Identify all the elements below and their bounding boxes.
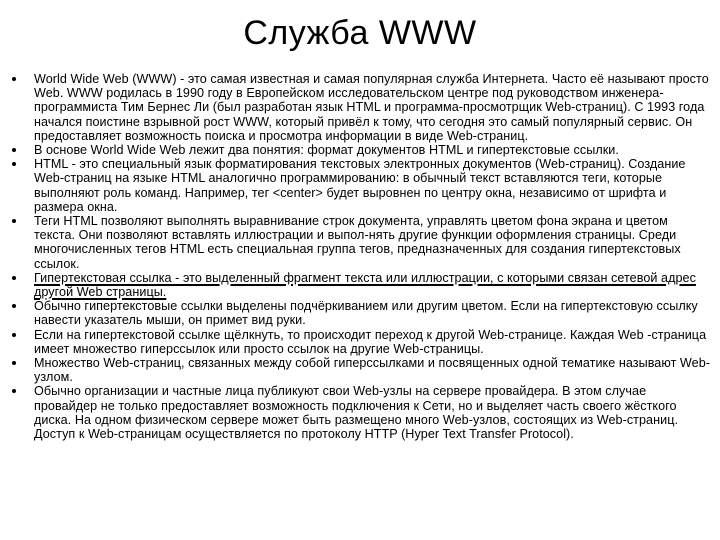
paragraph-text: World Wide Web (WWW) - это самая известная и самая популярная служба Интернета. Часто её называют просто Web. WWW родилась в 1990 году в Европейском исследовательском центре под руководством инженера-программиста Тим Бернес Ли (был разработан язык HTML и программа-просмотрщик Web-страниц). С 1993 года начался поистине взрывной рост WWW, который привёл к тому, что сегодня это самый популярный сервис. Он предоставляет возможность поиска и просмотра информации в виде Web-страниц. (34, 72, 709, 143)
paragraph-text: HTML - это специальный язык форматирования текстовых электронных документов (Web-страниц). Создание Web-страниц на языке HTML аналогично программированию: в обычный текст вставляются теги, которые выполняют роль команд. Например, тег <center> будет выровнен по центру окна, независимо от шрифта и размера окна. (34, 157, 686, 214)
bullet-paragraph-www-intro (12, 72, 712, 143)
bullet-dot-icon (12, 162, 16, 166)
bullet-dot-icon (12, 148, 16, 152)
bullet-paragraph-hyperlink-click (12, 328, 712, 356)
bullet-paragraph-html-tags (12, 214, 712, 271)
bullet-paragraph-hosting (12, 384, 712, 441)
paragraph-text: Если на гипертекстовой ссылке щёлкнуть, то происходит переход к другой Web-странице. Каждая Web -страница имеет множество гиперссылок или просто ссылок на другие Web-страницы. (34, 327, 707, 356)
bullet-dot-icon (12, 77, 16, 81)
bullet-paragraph-web-site (12, 356, 712, 384)
paragraph-text-underlined: Гипертекстовая ссылка - это выделенный фрагмент текста или иллюстрации, с которыми связан сетевой адрес другой Web страницы. (34, 270, 696, 300)
paragraph-text: В основе World Wide Web лежит два понятия: формат документов HTML и гипертекстовые ссылки. (34, 143, 619, 158)
paragraph-text: Обычно гипертекстовые ссылки выделены подчёркиванием или другим цветом. Если на гипертекстовую ссылку навести указатель мыши, он примет вид руки. (34, 299, 698, 328)
bullet-list (12, 72, 712, 441)
bullet-dot-icon (12, 276, 16, 280)
paragraph-text: Теги HTML позволяют выполнять выравнивание строк документа, управлять цветом фона экрана и цветом текста. Они позволяют вставлять иллюстрации и выпол-нять другие функции оформления страницы. Среди многочисленных тегов HTML есть специальная группа тегов, предназначенных для создания гипертекстовых ссылок. (34, 214, 681, 271)
bullet-dot-icon (12, 304, 16, 308)
bullet-dot-icon (12, 219, 16, 223)
slide-title: Служба WWW (243, 14, 477, 52)
bullet-paragraph-hyperlink-definition (12, 271, 712, 299)
bullet-paragraph-html-definition (12, 157, 712, 214)
bullet-paragraph-www-concepts (12, 143, 712, 157)
bullet-dot-icon (12, 389, 16, 393)
paragraph-text: Обычно организации и частные лица публикуют свои Web-узлы на сервере провайдера. В этом случае провайдер не только предоставляет возможность подключения к Сети, но и выделяет часть своего жёсткого диска. На одном физическом сервере может быть размещено много Web-узлов, состоящих из Web-страниц. Доступ к Web-страницам осуществляется по протоколу HTTP (Hyper Text Transfer Protocol). (34, 384, 679, 442)
bullet-paragraph-hyperlink-highlight (12, 299, 712, 327)
paragraph-text: Множество Web-страниц, связанных между собой гиперссылками и посвященных одной тематике называют Web-узлом. (34, 356, 710, 385)
bullet-dot-icon (12, 361, 16, 365)
bullet-dot-icon (12, 333, 16, 337)
